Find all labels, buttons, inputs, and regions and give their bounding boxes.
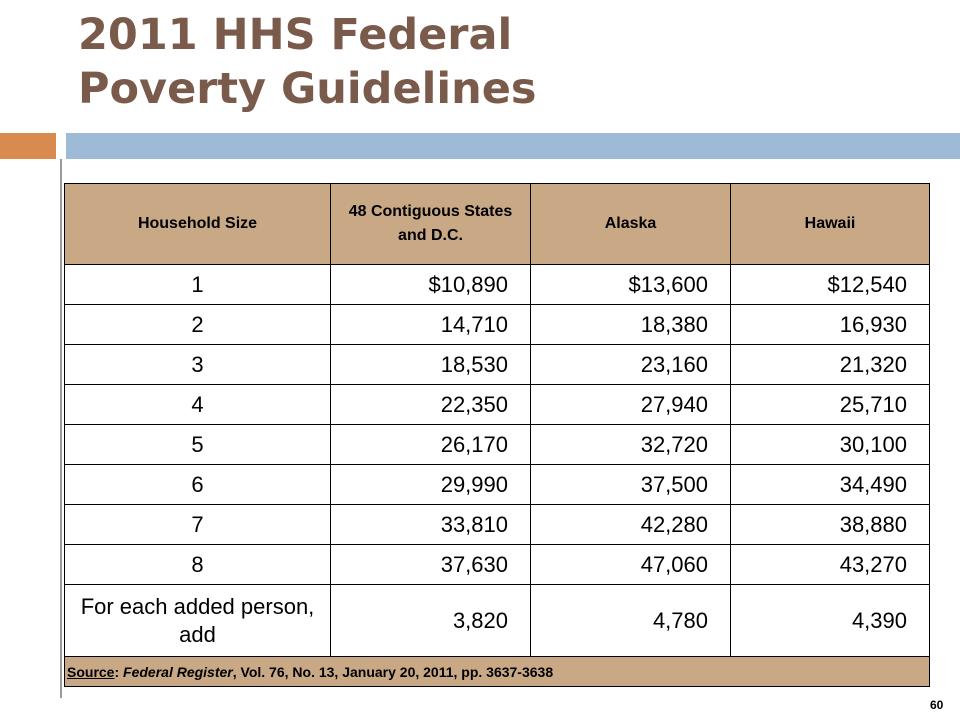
table-header-row	[65, 184, 930, 265]
household-size-cell: 6	[65, 465, 331, 505]
contiguous-value-cell: $10,890	[331, 265, 531, 305]
alaska-value-cell: 47,060	[531, 545, 731, 585]
slide-title	[78, 8, 938, 116]
alaska-value-cell: 27,940	[531, 385, 731, 425]
household-size-cell: 8	[65, 545, 331, 585]
page-number: 60	[930, 698, 944, 712]
source-label: Source	[67, 663, 115, 680]
household-size-cell: 4	[65, 385, 331, 425]
left-divider-line	[60, 159, 62, 698]
table-row	[65, 505, 930, 545]
alaska-value-cell: 37,500	[531, 465, 731, 505]
table-row	[65, 545, 930, 585]
contiguous-value-cell: 29,990	[331, 465, 531, 505]
household-size-cell: 3	[65, 345, 331, 385]
source-publication: Federal Register	[123, 663, 233, 680]
table-row	[65, 465, 930, 505]
table-row	[65, 265, 930, 305]
table-row	[65, 385, 930, 425]
hawaii-value-cell: 30,100	[731, 425, 930, 465]
contiguous-value-cell: 26,170	[331, 425, 531, 465]
added-person-label: For each added person, add	[65, 585, 331, 657]
contiguous-value-cell: 33,810	[331, 505, 531, 545]
source-details: , Vol. 76, No. 13, January 20, 2011, pp. 3637-3638	[232, 663, 554, 680]
alaska-value-cell: 42,280	[531, 505, 731, 545]
table-row	[65, 305, 930, 345]
alaska-added-value: 4,780	[531, 585, 731, 657]
household-size-cell: 1	[65, 265, 331, 305]
table-row	[65, 425, 930, 465]
contiguous-value-cell: 18,530	[331, 345, 531, 385]
alaska-value-cell: 32,720	[531, 425, 731, 465]
alaska-value-cell: $13,600	[531, 265, 731, 305]
accent-bar-blue	[66, 133, 960, 159]
accent-bar-orange	[0, 133, 56, 159]
poverty-guidelines-table	[64, 183, 930, 687]
alaska-value-cell: 18,380	[531, 305, 731, 345]
hawaii-value-cell: 21,320	[731, 345, 930, 385]
header-household-size: Household Size	[65, 184, 331, 265]
hawaii-value-cell: $12,540	[731, 265, 930, 305]
header-hawaii: Hawaii	[731, 184, 930, 265]
household-size-cell: 5	[65, 425, 331, 465]
title-line-2: Poverty Guidelines	[78, 64, 537, 114]
hawaii-value-cell: 34,490	[731, 465, 930, 505]
contiguous-value-cell: 37,630	[331, 545, 531, 585]
source-colon: :	[114, 663, 124, 680]
hawaii-value-cell: 25,710	[731, 385, 930, 425]
contiguous-added-value: 3,820	[331, 585, 531, 657]
hawaii-value-cell: 38,880	[731, 505, 930, 545]
table-row	[65, 345, 930, 385]
title-line-1: 2011 HHS Federal	[78, 10, 513, 60]
alaska-value-cell: 23,160	[531, 345, 731, 385]
hawaii-value-cell: 16,930	[731, 305, 930, 345]
contiguous-value-cell: 14,710	[331, 305, 531, 345]
household-size-cell: 2	[65, 305, 331, 345]
header-contiguous-states: 48 Contiguous States and D.C.	[331, 184, 531, 265]
hawaii-added-value: 4,390	[731, 585, 930, 657]
source-citation	[65, 657, 930, 687]
source-row	[65, 657, 930, 687]
added-person-row	[65, 585, 930, 657]
header-alaska: Alaska	[531, 184, 731, 265]
household-size-cell: 7	[65, 505, 331, 545]
contiguous-value-cell: 22,350	[331, 385, 531, 425]
hawaii-value-cell: 43,270	[731, 545, 930, 585]
